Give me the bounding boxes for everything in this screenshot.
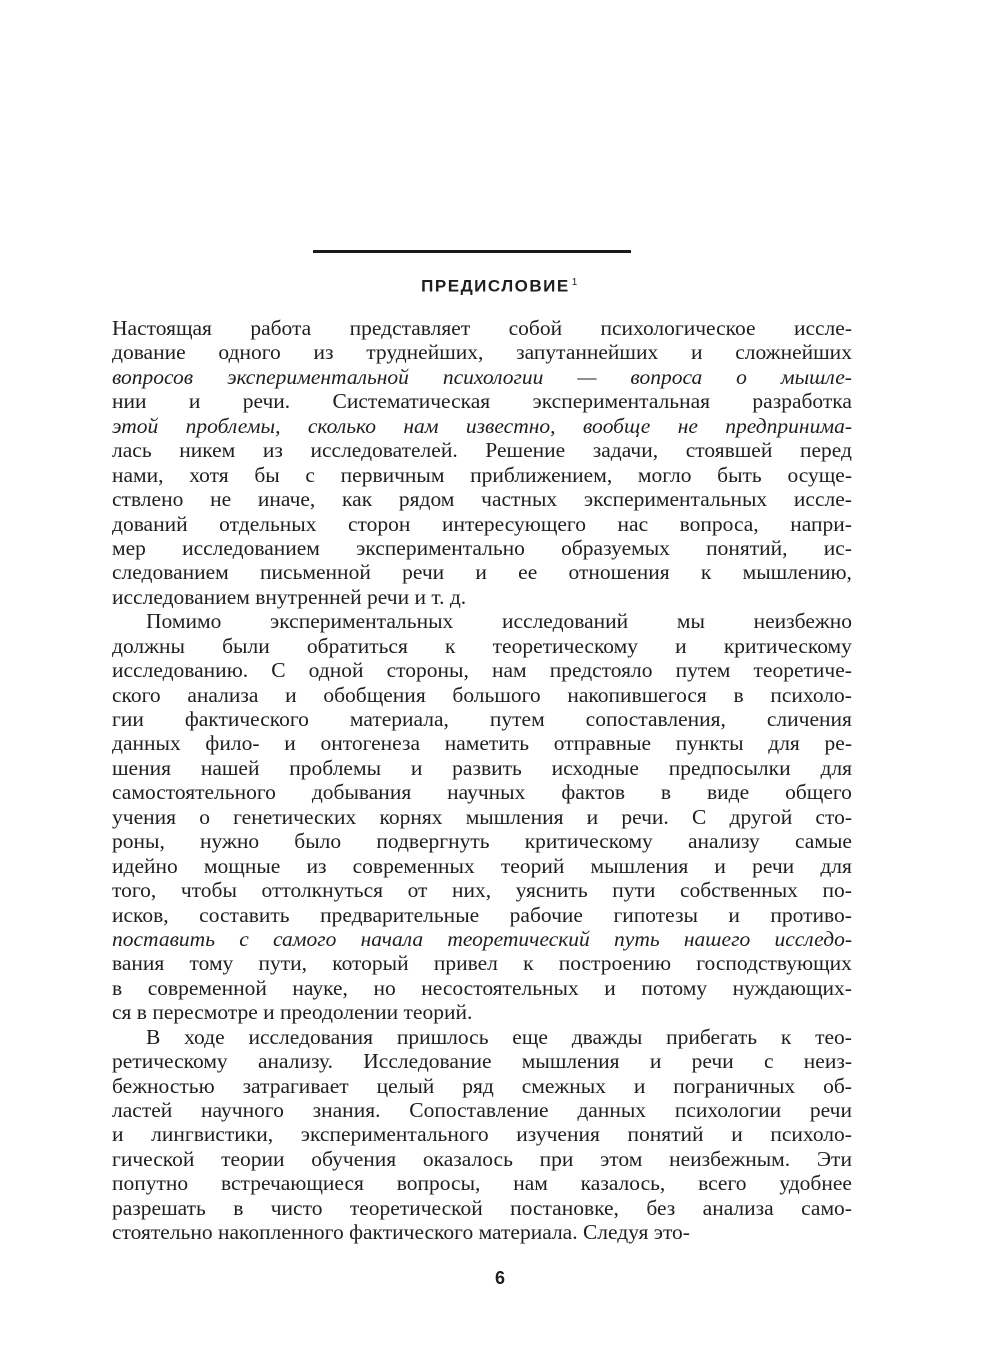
text-line: нии и речи. Систематическая экспериментальная разработка xyxy=(112,389,852,414)
text-line: самостоятельного добывания научных фактов в виде общего xyxy=(112,780,852,805)
paragraph xyxy=(112,1025,852,1245)
text-line: Настоящая работа представляет собой психологическое иссле- xyxy=(112,316,852,340)
text-line: лась никем из исследователей. Решение задачи, стоявшей перед xyxy=(112,438,852,463)
text-line: гической теории обучения оказалось при этом неизбежным. Эти xyxy=(112,1146,852,1171)
text-line: идейно мощные из современных теорий мышления и речи для xyxy=(112,853,852,878)
text-line: ретическому анализу. Исследование мышления и речи с неиз- xyxy=(112,1049,852,1074)
page-number: 6 xyxy=(494,1268,505,1288)
text-line: ского анализа и обобщения большого накопившегося в психоло- xyxy=(112,682,852,707)
text-line: того, чтобы оттолкнуться от них, уяснить пути собственных по- xyxy=(112,878,852,903)
body-text xyxy=(112,316,852,1245)
text-line: в современной науке, но несостоятельных и потому нуждающих- xyxy=(112,975,852,1000)
text-line: ластей научного знания. Сопоставление данных психологии речи xyxy=(112,1098,852,1122)
text-line: шения нашей проблемы и развить исходные предпосылки для xyxy=(112,755,852,780)
text-line: исков, составить предварительные рабочие гипотезы и противо- xyxy=(112,902,852,927)
text-line: дование одного из труднейших, запутаннейших и сложнейших xyxy=(112,340,852,365)
text-line: гии фактического материала, путем сопоставления, сличения xyxy=(112,707,852,731)
paragraph xyxy=(112,609,852,1024)
text-line: бежностью затрагивает целый ряд смежных и пограничных об- xyxy=(112,1073,852,1098)
text-line: учения о генетических корнях мышления и речи. С другой сто- xyxy=(112,804,852,829)
text-line: и лингвистики, экспериментального изучения понятий и психоло- xyxy=(112,1122,852,1147)
footnote-mark: 1 xyxy=(571,277,579,288)
text-line: В ходе исследования пришлось еще дважды прибегать к тео- xyxy=(146,1024,852,1049)
text-line: вания тому пути, который привел к построению господствующих xyxy=(112,951,852,976)
header-rule xyxy=(313,250,631,253)
text-line: нами, хотя бы с первичным приближением, могло быть осуще- xyxy=(112,462,852,487)
text-line: мер исследованием экспериментально образуемых понятий, ис- xyxy=(112,535,852,560)
text-line: Помимо экспериментальных исследований мы неизбежно xyxy=(146,609,852,634)
heading-title: ПРЕДИСЛОВИЕ xyxy=(421,276,570,296)
paragraph xyxy=(112,316,852,609)
page-heading xyxy=(0,271,1000,299)
text-line: разрешать в чисто теоретической постановке, без анализа само- xyxy=(112,1195,852,1220)
text-line: ствлено не иначе, как рядом частных экспериментальных иссле- xyxy=(112,487,852,512)
text-line: стоятельно накопленного фактического материала. Следуя это- xyxy=(112,1220,690,1245)
text-line: исследованием внутренней речи и т. д. xyxy=(112,584,467,609)
text-line: поставить с самого начала теоретический путь нашего исследо- xyxy=(112,926,852,951)
text-line: вопросов экспериментальной психологии — вопроса о мышле- xyxy=(112,364,852,389)
text-line: попутно встречающиеся вопросы, нам казалось, всего удобнее xyxy=(112,1171,852,1196)
text-line: роны, нужно было подвергнуть критическому анализу самые xyxy=(112,829,852,854)
text-line: ся в пересмотре и преодолении теорий. xyxy=(112,1000,473,1025)
text-line: этой проблемы, сколько нам известно, вообще не предпринима- xyxy=(112,413,852,438)
text-line: исследованию. С одной стороны, нам предстояло путем теоретиче- xyxy=(112,658,852,683)
text-line: данных фило- и онтогенеза наметить отправные пункты для ре- xyxy=(112,731,852,756)
text-line: дований отдельных сторон интересующего нас вопроса, напри- xyxy=(112,511,852,536)
text-line: следованием письменной речи и ее отношения к мышлению, xyxy=(112,560,852,585)
text-line: должны были обратиться к теоретическому и критическому xyxy=(112,633,852,658)
